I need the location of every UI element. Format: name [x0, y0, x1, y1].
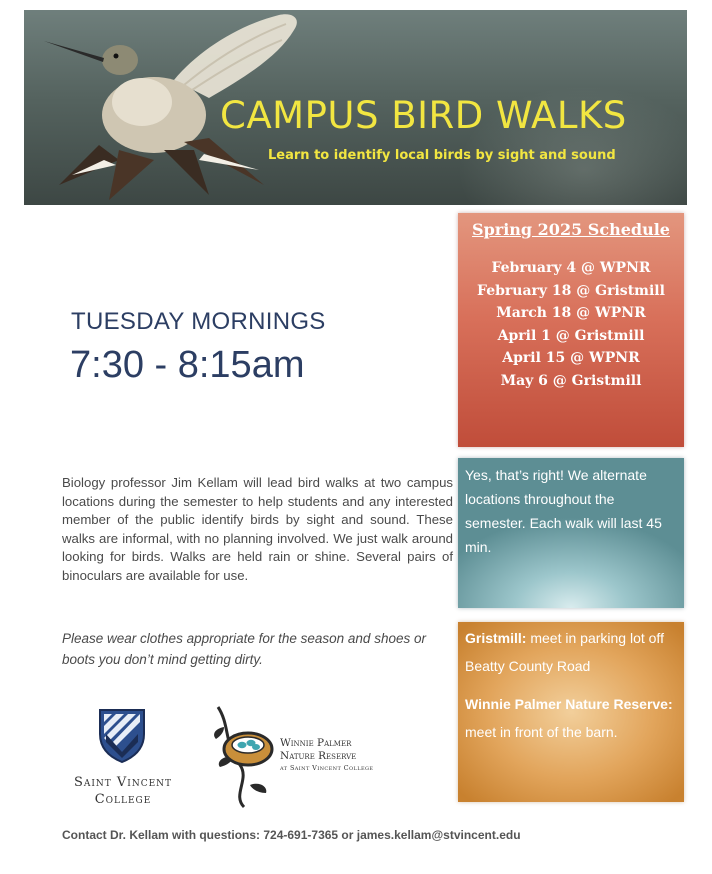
locations-box: [458, 622, 684, 802]
gristmill-label: Gristmill:: [465, 630, 527, 646]
contact-info: Contact Dr. Kellam with questions: 724-691-7365 or james.kellam@stvincent.edu: [62, 828, 521, 842]
wpnr-line-1: Winnie Palmer: [280, 737, 352, 749]
description-text: Biology professor Jim Kellam will lead bird walks at two campus locations during the semester to help students and any interested member of the public identify birds by sight and sound. These walks are informal, with no planning involved. We just walk around looking for birds. Walks are held rain or shine. Several pairs of binoculars are available for use.: [62, 475, 453, 583]
meeting-time: 7:30 - 8:15am: [70, 344, 305, 386]
schedule-item: April 1 @ Gristmill: [497, 327, 645, 344]
svc-line-2: College: [94, 792, 152, 807]
info-box: [458, 458, 684, 608]
schedule-box: [458, 213, 684, 447]
saint-vincent-logo: [62, 708, 184, 808]
gristmill-text: meet in parking lot off Beatty County Road: [465, 630, 664, 674]
schedule-item: February 4 @ WPNR: [491, 260, 651, 276]
schedule-item: March 18 @ WPNR: [496, 305, 646, 322]
location-wpnr: [458, 680, 684, 746]
wpnr-text: meet in front of the barn.: [465, 724, 618, 740]
nest-icon: [210, 705, 280, 809]
wpnr-label: Winnie Palmer Nature Reserve:: [465, 696, 673, 712]
clothing-note: Please wear clothes appropriate for the season and shoes or boots you don’t mind getting dirty.: [62, 631, 426, 667]
winnie-palmer-logo: [210, 705, 400, 809]
wpnr-line-2: Nature Reserve: [280, 749, 357, 762]
page-title: CAMPUS BIRD WALKS: [220, 94, 627, 137]
meeting-days: TUESDAY MORNINGS: [71, 308, 326, 335]
header-banner: [24, 10, 687, 205]
schedule-item: February 18 @ Gristmill: [477, 282, 665, 299]
wpnr-line-3: at Saint Vincent College: [280, 764, 374, 772]
saint-vincent-name: [62, 774, 184, 808]
info-text: Yes, that’s right! We alternate locations throughout the semester. Each walk will last 45 min.: [465, 467, 662, 555]
schedule-item: April 15 @ WPNR: [502, 350, 640, 367]
winnie-palmer-name: [280, 737, 373, 775]
page-subtitle: Learn to identify local birds by sight and sound: [268, 148, 616, 163]
schedule-heading: Spring 2025 Schedule: [472, 220, 670, 239]
svc-line-1: Saint Vincent: [73, 775, 173, 790]
location-gristmill: [458, 622, 684, 680]
schedule-list: [458, 257, 684, 393]
shield-icon: [98, 708, 146, 764]
schedule-item: May 6 @ Gristmill: [500, 372, 642, 389]
